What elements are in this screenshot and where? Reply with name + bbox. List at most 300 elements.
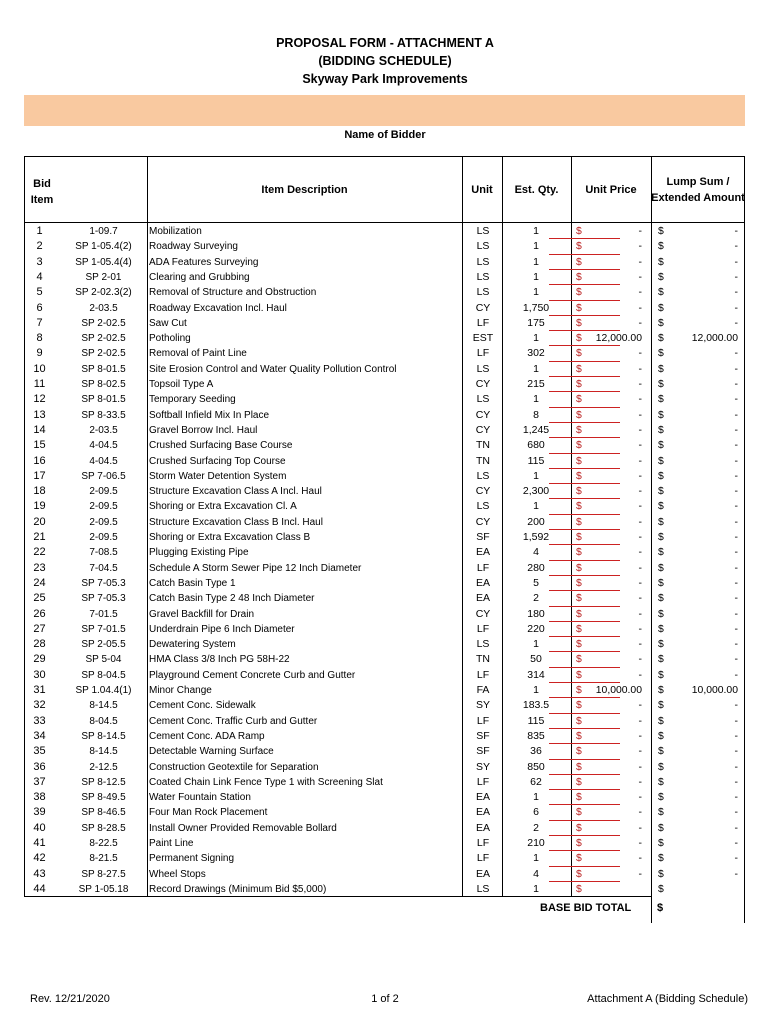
row-description: Structure Excavation Class A Incl. Haul (149, 486, 322, 498)
row-price-currency: $ (576, 883, 582, 895)
row-extended-amount: - (734, 256, 738, 268)
row-extended-currency: $ (658, 807, 664, 819)
col-unit-price: Unit Price (585, 184, 637, 196)
row-description: Catch Basin Type 2 48 Inch Diameter (149, 593, 315, 605)
row-extended-amount: - (734, 516, 738, 528)
row-number: 7 (36, 316, 43, 329)
row-description: Cement Conc. ADA Ramp (149, 730, 265, 742)
row-spec-section: 7-08.5 (89, 547, 118, 559)
row-spec-section: SP 2-02.5 (81, 333, 126, 345)
row-number: 23 (33, 561, 46, 574)
table-row (24, 285, 745, 300)
row-extended-amount: - (734, 501, 738, 513)
row-number: 44 (33, 882, 46, 895)
row-description: Record Drawings (Minimum Bid $5,000) (149, 883, 327, 895)
table-row (24, 484, 745, 499)
row-price-currency: $ (576, 654, 582, 666)
row-spec-section: SP 1-05.4(2) (75, 241, 132, 253)
bidder-name-field[interactable] (24, 95, 745, 126)
table-row (24, 316, 745, 331)
row-quantity: 1 (533, 286, 539, 299)
row-unit-price[interactable]: - (638, 807, 642, 819)
row-unit-price[interactable]: - (638, 623, 642, 635)
row-spec-section: SP 8-49.5 (81, 792, 126, 804)
row-unit-price[interactable]: - (638, 562, 642, 574)
row-spec-section: 2-03.5 (89, 302, 118, 314)
row-quantity: 2,300 (522, 485, 550, 498)
row-extended-currency: $ (658, 440, 664, 452)
row-spec-section: 8-22.5 (89, 838, 118, 849)
row-spec-section: 1-09.7 (89, 226, 118, 237)
row-description: Cement Conc. Sidewalk (149, 700, 256, 712)
table-row (24, 423, 745, 438)
row-unit-price[interactable]: - (638, 715, 642, 727)
row-price-currency: $ (576, 776, 582, 788)
row-unit-price[interactable]: - (638, 271, 642, 283)
row-unit-price[interactable]: - (638, 608, 642, 620)
row-price-currency: $ (576, 532, 582, 543)
row-description: Coated Chain Link Fence Type 1 with Screening Slat (149, 776, 383, 788)
row-unit: FA (476, 684, 490, 696)
row-spec-section: 8-14.5 (89, 746, 118, 758)
row-price-currency: $ (576, 379, 582, 390)
row-description: Water Fountain Station (149, 792, 251, 804)
row-spec-section: 2-12.5 (89, 761, 118, 773)
row-number: 9 (36, 347, 43, 360)
project-name: Skyway Park Improvements (302, 72, 468, 86)
row-price-currency: $ (576, 853, 582, 865)
row-quantity: 280 (527, 561, 545, 574)
row-extended-amount: - (734, 715, 738, 727)
row-number: 10 (33, 362, 46, 375)
row-quantity: 1 (533, 393, 539, 406)
row-quantity: 2 (533, 592, 539, 605)
row-unit-price[interactable]: - (638, 822, 642, 834)
row-price-currency: $ (576, 868, 582, 880)
row-spec-section: SP 2-02.3(2) (75, 287, 132, 299)
row-extended-currency: $ (658, 838, 664, 849)
row-extended-amount: - (734, 363, 738, 375)
table-row (24, 576, 745, 591)
row-spec-section: SP 8-14.5 (81, 730, 126, 742)
table-row (24, 698, 745, 713)
row-price-currency: $ (576, 516, 582, 528)
row-extended-currency: $ (658, 302, 664, 314)
row-extended-amount: - (734, 623, 738, 635)
table-row (24, 362, 745, 377)
row-price-currency: $ (576, 562, 582, 574)
row-number: 4 (36, 270, 43, 283)
row-unit: CY (475, 423, 491, 436)
row-price-currency: $ (576, 486, 582, 498)
row-extended-amount: - (734, 838, 738, 849)
table-row (24, 836, 745, 851)
row-extended-currency: $ (658, 761, 664, 773)
row-extended-currency: $ (658, 562, 664, 574)
row-spec-section: SP 8-46.5 (81, 807, 126, 819)
row-price-currency: $ (576, 547, 582, 559)
row-unit: LS (476, 270, 490, 283)
row-quantity: 215 (527, 378, 545, 390)
row-spec-section: SP 8-27.5 (81, 868, 126, 880)
row-quantity: 115 (527, 714, 545, 727)
row-quantity: 1 (533, 332, 539, 345)
row-extended-currency: $ (658, 379, 664, 390)
row-unit-price[interactable]: - (638, 547, 642, 559)
row-description: Underdrain Pipe 6 Inch Diameter (149, 623, 295, 635)
row-price-currency: $ (576, 623, 582, 635)
row-spec-section: 2-09.5 (89, 532, 118, 543)
col-bid-item (24, 176, 60, 208)
row-unit-price[interactable]: - (638, 700, 642, 712)
row-unit: LS (476, 286, 490, 299)
row-number: 25 (33, 592, 46, 605)
row-quantity: 50 (530, 653, 542, 666)
row-description: HMA Class 3/8 Inch PG 58H-22 (149, 654, 290, 666)
row-number: 18 (33, 485, 46, 498)
row-spec-section: SP 2-01 (85, 271, 122, 283)
row-extended-currency: $ (658, 226, 664, 237)
row-extended-amount: - (734, 669, 738, 681)
row-extended-currency: $ (658, 715, 664, 727)
row-price-currency: $ (576, 409, 582, 421)
row-quantity: 680 (527, 439, 545, 452)
row-extended-currency: $ (658, 409, 664, 421)
row-number: 1 (36, 225, 43, 237)
row-description: ADA Features Surveying (149, 256, 259, 268)
row-unit-price[interactable]: - (638, 394, 642, 406)
row-description: Temporary Seeding (149, 394, 236, 406)
row-extended-currency: $ (658, 516, 664, 528)
row-description: Four Man Rock Placement (149, 807, 268, 819)
row-extended-amount: - (734, 608, 738, 620)
row-unit-price[interactable]: - (638, 516, 642, 528)
row-spec-section: SP 8-04.5 (81, 669, 126, 681)
row-quantity: 210 (527, 837, 545, 849)
row-unit-price[interactable]: - (638, 302, 642, 314)
row-unit-price[interactable]: - (638, 577, 642, 589)
row-number: 36 (33, 760, 46, 773)
row-quantity: 5 (533, 576, 539, 589)
row-spec-section: 7-04.5 (89, 562, 118, 574)
table-row (24, 714, 745, 729)
table-row (24, 454, 745, 469)
row-price-currency: $ (576, 241, 582, 253)
row-extended-amount: - (734, 761, 738, 773)
row-extended-currency: $ (658, 470, 664, 482)
row-extended-currency: $ (658, 271, 664, 283)
row-price-currency: $ (576, 700, 582, 712)
row-number: 3 (36, 255, 43, 268)
row-unit-price[interactable]: - (638, 792, 642, 804)
row-description: Shoring or Extra Excavation Cl. A (149, 501, 297, 513)
row-unit-price[interactable]: - (638, 348, 642, 360)
row-extended-currency: $ (658, 577, 664, 589)
row-extended-currency: $ (658, 730, 664, 742)
row-unit-price[interactable]: - (638, 409, 642, 421)
row-extended-currency: $ (658, 394, 664, 406)
row-extended-amount: - (734, 746, 738, 758)
row-unit: LS (476, 393, 490, 406)
row-extended-amount: - (734, 409, 738, 421)
row-price-currency: $ (576, 501, 582, 513)
row-extended-currency: $ (658, 486, 664, 498)
row-extended-currency: $ (658, 424, 664, 436)
row-quantity: 180 (527, 607, 545, 620)
row-spec-section: 2-09.5 (89, 486, 118, 498)
row-unit-price[interactable]: - (638, 486, 642, 498)
row-number: 39 (33, 806, 46, 819)
row-unit-price[interactable]: - (638, 424, 642, 436)
row-price-currency: $ (576, 333, 582, 345)
row-extended-currency: $ (658, 654, 664, 666)
row-quantity: 1 (533, 684, 539, 696)
row-quantity: 220 (527, 622, 545, 635)
row-description: Saw Cut (149, 317, 187, 329)
row-extended-amount: - (734, 562, 738, 574)
row-description: Catch Basin Type 1 (149, 577, 236, 589)
row-unit: CY (475, 515, 491, 528)
row-unit-price[interactable]: - (638, 838, 642, 849)
row-spec-section: SP 2-02.5 (81, 348, 126, 360)
table-row (24, 683, 745, 698)
row-description: Playground Cement Concrete Curb and Gutter (149, 669, 356, 681)
row-unit: CY (475, 607, 491, 620)
row-price-currency: $ (576, 287, 582, 299)
row-unit-price[interactable]: - (638, 761, 642, 773)
row-spec-section: 4-04.5 (89, 455, 118, 467)
row-number: 34 (33, 729, 46, 742)
row-extended-amount: - (734, 394, 738, 406)
row-unit-price[interactable]: - (638, 669, 642, 681)
row-description: Crushed Surfacing Top Course (149, 455, 286, 467)
row-quantity: 1 (533, 270, 539, 283)
row-extended-currency: $ (658, 532, 664, 543)
row-unit: LS (476, 638, 490, 651)
table-row (24, 438, 745, 453)
row-unit-price[interactable]: - (638, 746, 642, 758)
row-unit-price[interactable]: - (638, 287, 642, 299)
row-description: Removal of Structure and Obstruction (149, 287, 317, 299)
row-number: 16 (33, 454, 46, 467)
row-unit-price[interactable]: - (638, 256, 642, 268)
row-extended-amount: - (734, 317, 738, 329)
row-number: 5 (36, 286, 43, 299)
row-unit: SY (475, 760, 490, 773)
row-extended-amount: - (734, 639, 738, 651)
row-quantity: 1 (533, 500, 539, 513)
row-unit: TN (476, 439, 490, 452)
row-spec-section: SP 7-01.5 (81, 623, 126, 635)
row-extended-amount: - (734, 654, 738, 666)
row-extended-amount: 10,000.00 (691, 685, 738, 696)
row-quantity: 314 (527, 668, 545, 681)
row-spec-section: SP 8-12.5 (81, 776, 126, 788)
col-qty: Est. Qty. (514, 184, 559, 196)
row-number: 24 (33, 576, 46, 589)
row-spec-section: 8-04.5 (89, 715, 118, 727)
row-spec-section: SP 8-33.5 (81, 409, 126, 421)
row-unit: EST (472, 332, 494, 345)
row-description: Install Owner Provided Removable Bollard (149, 822, 337, 834)
row-quantity: 1 (533, 852, 539, 865)
row-quantity: 200 (527, 515, 545, 528)
row-number: 37 (33, 775, 46, 788)
row-extended-amount: - (734, 792, 738, 804)
row-price-currency: $ (576, 348, 582, 360)
row-number: 6 (36, 301, 43, 314)
row-extended-amount: - (734, 302, 738, 314)
row-extended-amount: - (734, 287, 738, 299)
row-unit-price[interactable]: - (638, 501, 642, 513)
row-unit-price[interactable]: 10,000.00 (595, 685, 642, 696)
row-quantity: 1 (533, 255, 539, 268)
row-quantity: 1 (533, 469, 539, 482)
row-number: 14 (33, 423, 46, 436)
table-row (24, 499, 745, 514)
row-quantity: 850 (527, 760, 545, 773)
row-unit: LF (476, 837, 490, 849)
row-price-currency: $ (576, 639, 582, 651)
row-quantity: 1 (533, 240, 539, 253)
row-unit: LF (476, 561, 490, 574)
row-unit-price[interactable]: - (638, 226, 642, 237)
row-spec-section: 2-09.5 (89, 516, 118, 528)
row-unit-price[interactable]: - (638, 455, 642, 467)
row-number: 22 (33, 546, 46, 559)
table-row (24, 821, 745, 836)
row-number: 35 (33, 745, 46, 758)
row-unit-price[interactable]: - (638, 440, 642, 452)
row-unit-price[interactable]: - (638, 654, 642, 666)
row-unit-price[interactable]: - (638, 317, 642, 329)
row-number: 8 (36, 332, 43, 345)
row-price-currency: $ (576, 440, 582, 452)
row-price-currency: $ (576, 593, 582, 605)
row-description: Potholing (149, 333, 191, 345)
row-description: Removal of Paint Line (149, 348, 247, 360)
table-row (24, 408, 745, 423)
row-quantity: 1 (533, 225, 539, 237)
table-row (24, 239, 745, 254)
row-unit-price[interactable]: - (638, 776, 642, 788)
row-unit-price[interactable]: - (638, 593, 642, 605)
row-quantity: 4 (533, 546, 539, 559)
row-extended-amount: - (734, 271, 738, 283)
row-price-currency: $ (576, 424, 582, 436)
row-extended-currency: $ (658, 501, 664, 513)
row-quantity: 175 (527, 316, 545, 329)
row-extended-currency: $ (658, 685, 664, 696)
row-description: Dewatering System (149, 639, 236, 651)
row-unit: EA (475, 791, 490, 804)
row-unit: EA (475, 867, 490, 880)
table-row (24, 392, 745, 407)
row-price-currency: $ (576, 730, 582, 742)
row-spec-section: SP 1-05.18 (78, 883, 129, 895)
row-unit-price[interactable]: - (638, 639, 642, 651)
row-number: 17 (33, 469, 46, 482)
row-extended-currency: $ (658, 792, 664, 804)
col-unit: Unit (471, 184, 493, 196)
row-unit-price[interactable]: - (638, 532, 642, 543)
footer-revision: Rev. 12/21/2020 (30, 993, 110, 1005)
row-price-currency: $ (576, 715, 582, 727)
row-extended-currency: $ (658, 241, 664, 253)
row-unit-price[interactable]: - (638, 868, 642, 880)
row-description: Schedule A Storm Sewer Pipe 12 Inch Diameter (149, 562, 362, 574)
row-extended-amount: - (734, 470, 738, 482)
row-unit: LF (476, 668, 490, 681)
table-row (24, 301, 745, 316)
row-unit-price[interactable]: - (638, 363, 642, 375)
col-extended (651, 174, 745, 206)
row-unit: LS (476, 362, 490, 375)
row-number: 41 (33, 837, 46, 849)
row-unit: LS (476, 500, 490, 513)
row-description: Roadway Surveying (149, 241, 238, 253)
row-extended-amount: - (734, 776, 738, 788)
table-row (24, 668, 745, 683)
row-spec-section: 7-01.5 (89, 608, 118, 620)
row-price-currency: $ (576, 838, 582, 849)
row-unit-price[interactable]: - (638, 730, 642, 742)
row-extended-amount: - (734, 348, 738, 360)
table-row (24, 515, 745, 530)
table-row (24, 545, 745, 560)
row-unit-price[interactable]: - (638, 470, 642, 482)
row-unit: SF (476, 531, 490, 543)
row-description: Gravel Backfill for Drain (149, 608, 255, 620)
row-spec-section: SP 5-04 (85, 654, 122, 666)
row-price-currency: $ (576, 685, 582, 696)
row-unit: LS (476, 882, 490, 895)
row-description: Permanent Signing (149, 853, 235, 865)
row-number: 40 (33, 821, 46, 834)
row-number: 28 (33, 638, 46, 651)
row-description: Cement Conc. Traffic Curb and Gutter (149, 715, 318, 727)
row-unit: TN (476, 454, 490, 467)
table-row (24, 469, 745, 484)
row-extended-currency: $ (658, 700, 664, 712)
row-quantity: 8 (533, 408, 539, 421)
table-row (24, 270, 745, 285)
row-description: Minor Change (149, 685, 212, 696)
row-price-currency: $ (576, 302, 582, 314)
row-extended-currency: $ (658, 868, 664, 880)
row-description: Softball Infield Mix In Place (149, 409, 270, 421)
table-row (24, 346, 745, 361)
row-extended-amount: - (734, 730, 738, 742)
col-description: Item Description (261, 184, 348, 196)
row-spec-section: 2-09.5 (89, 501, 118, 513)
row-number: 27 (33, 622, 46, 635)
row-unit: SY (475, 699, 490, 712)
row-quantity: 1 (533, 638, 539, 651)
row-extended-amount: - (734, 486, 738, 498)
row-price-currency: $ (576, 761, 582, 773)
row-unit-price[interactable]: - (638, 241, 642, 253)
row-unit-price[interactable]: 12,000.00 (595, 333, 642, 345)
table-row (24, 637, 745, 652)
row-extended-currency: $ (658, 853, 664, 865)
row-price-currency: $ (576, 792, 582, 804)
row-unit-price[interactable]: - (638, 853, 642, 865)
row-unit-price[interactable]: - (638, 379, 642, 390)
row-extended-currency: $ (658, 287, 664, 299)
row-number: 12 (33, 393, 46, 406)
row-extended-amount: - (734, 868, 738, 880)
